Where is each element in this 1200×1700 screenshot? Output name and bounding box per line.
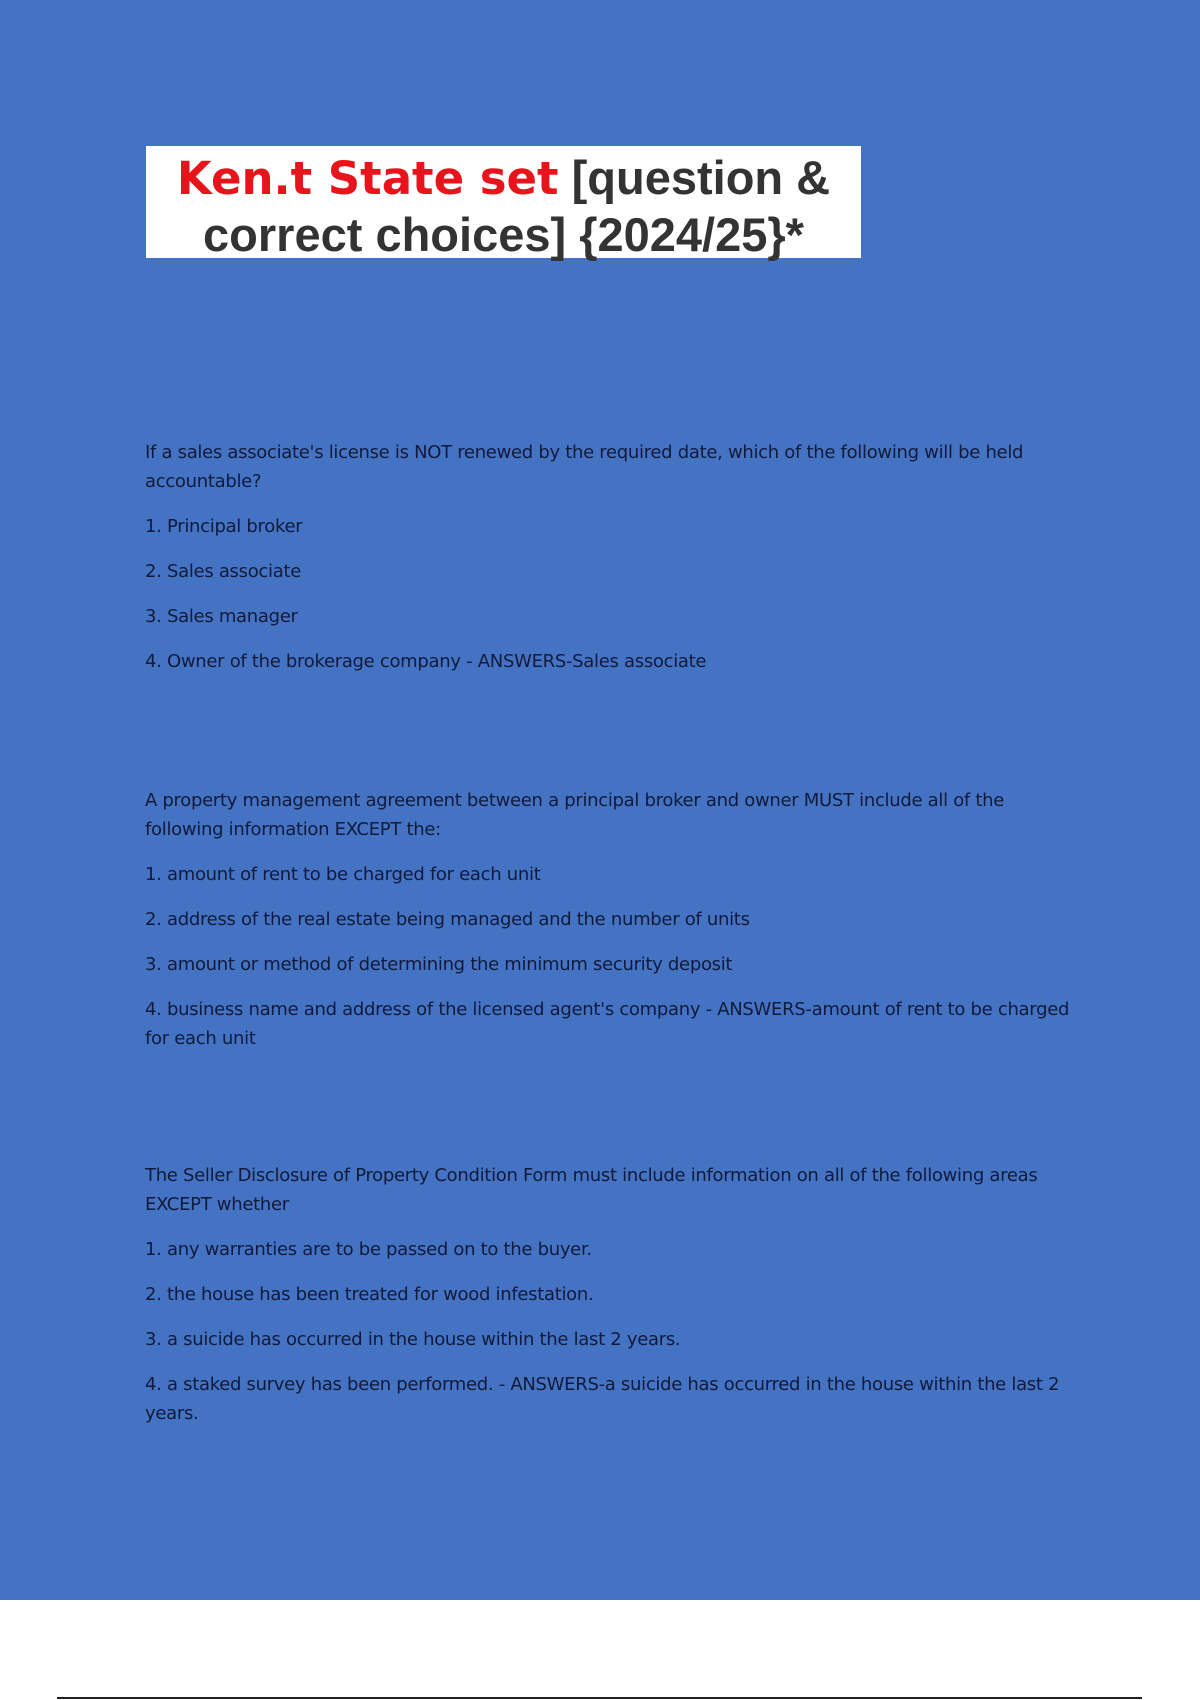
answer-option: 1. any warranties are to be passed on to the buyer. [145, 1239, 592, 1260]
answer-option: 1. amount of rent to be charged for each unit [145, 864, 541, 885]
answer-option: 1. Principal broker [145, 516, 303, 537]
answer-option: 3. amount or method of determining the minimum security deposit [145, 954, 733, 975]
answer-option: 4. Owner of the brokerage company - ANSWERS-Sales associate [145, 651, 707, 672]
question-text: If a sales associate's license is NOT renewed by the required date, which of the following will be held accountable? [145, 442, 1024, 492]
answer-option: 3. a suicide has occurred in the house within the last 2 years. [145, 1329, 681, 1350]
answer-option: 3. Sales manager [145, 606, 298, 627]
question-text: The Seller Disclosure of Property Condition Form must include information on all of the following areas EXCEPT whether [145, 1165, 1038, 1215]
title-red-text: Ken.t State set [176, 152, 559, 205]
question-block-3 [145, 1161, 1085, 1444]
answer-option: 4. a staked survey has been performed. - ANSWERS-a suicide has occurred in the house within the last 2 years. [145, 1374, 1060, 1424]
answer-option: 2. the house has been treated for wood infestation. [145, 1284, 594, 1305]
footer-divider [57, 1697, 1142, 1699]
title-line-1 [146, 150, 861, 207]
question-text: A property management agreement between a principal broker and owner MUST include all of the following information EXCEPT the: [145, 790, 1005, 840]
answer-option: 4. business name and address of the licensed agent's company - ANSWERS-amount of rent to be charged for each unit [145, 999, 1070, 1049]
answer-option: 2. Sales associate [145, 561, 301, 582]
title-line-1-rest: [question & [558, 151, 831, 204]
question-block-1 [145, 438, 1085, 692]
question-block-2 [145, 786, 1085, 1069]
title-line-2: correct choices] {2024/25}* [203, 208, 804, 261]
answer-option: 2. address of the real estate being managed and the number of units [145, 909, 750, 930]
title-banner [146, 146, 861, 261]
